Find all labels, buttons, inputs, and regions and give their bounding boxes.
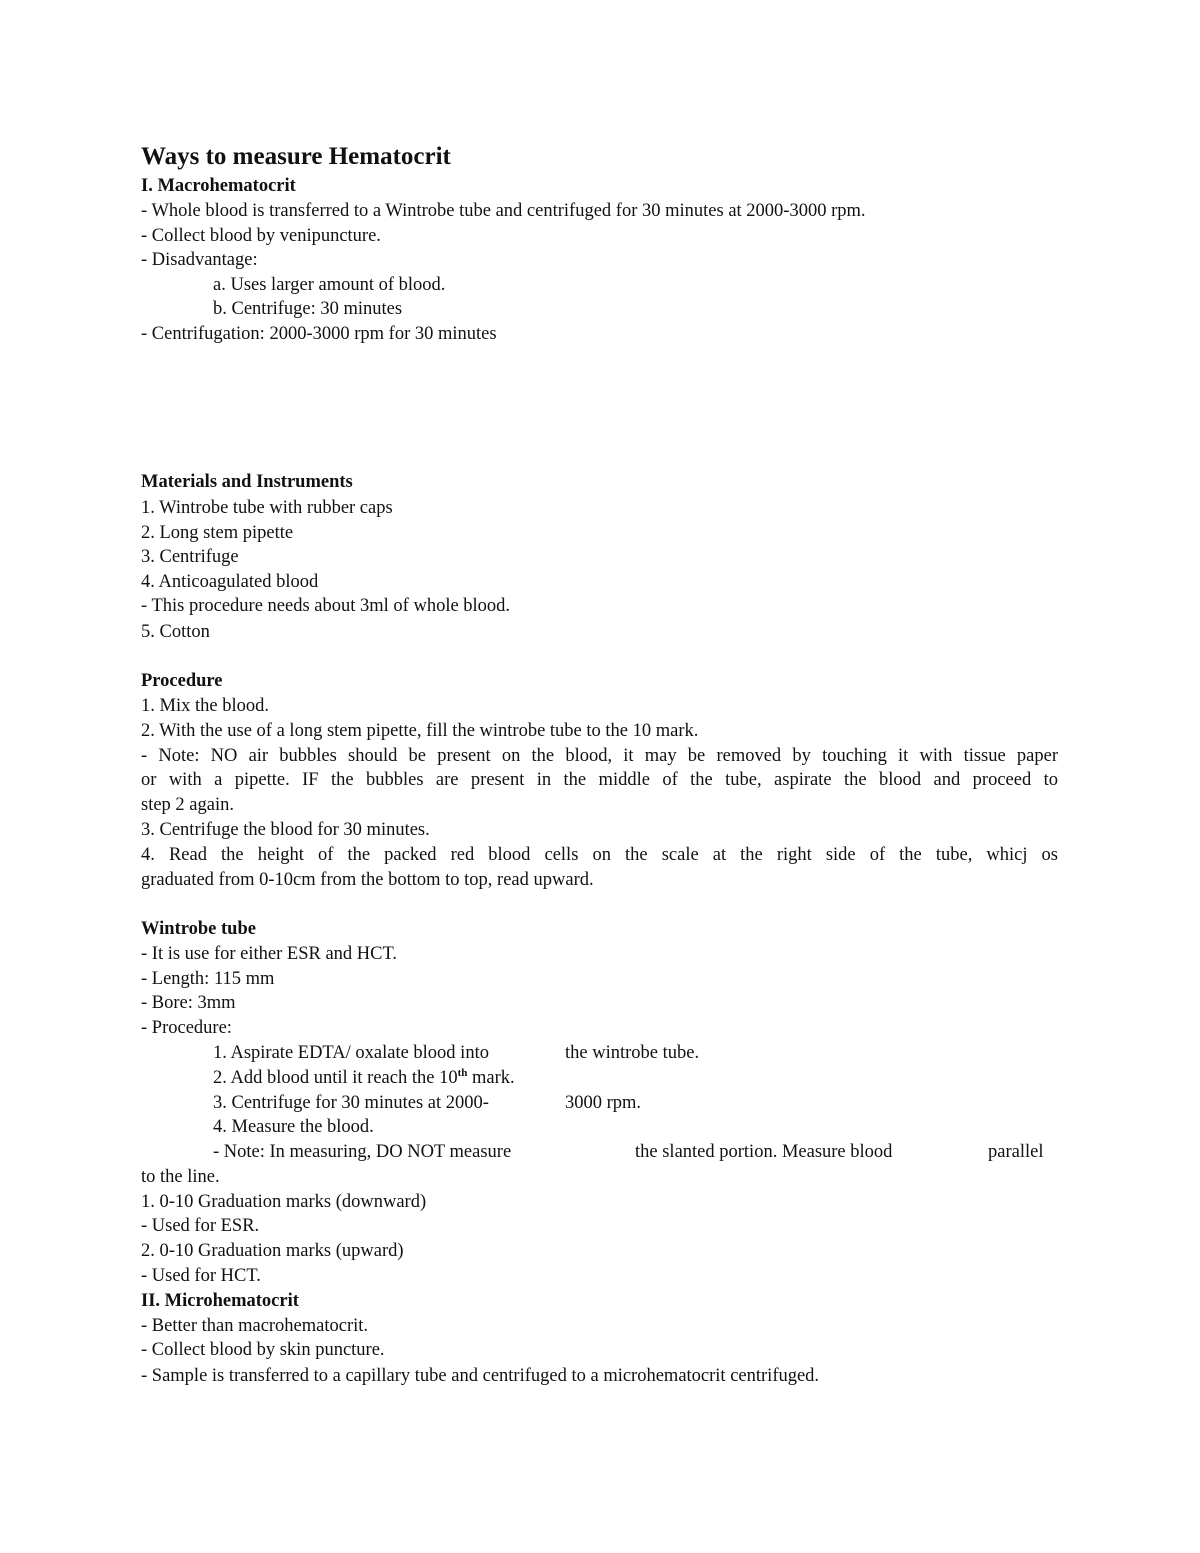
text-segment: - Note: In measuring, DO NOT measure [213, 1142, 512, 1162]
list-item: 2. Long stem pipette [141, 523, 294, 543]
text-segment: mark. [467, 1068, 515, 1088]
list-item: 2. With the use of a long stem pipette, fill the wintrobe tube to the 10 mark. [141, 721, 699, 741]
text-segment: the slanted portion. Measure blood [635, 1142, 893, 1162]
text-line: - It is use for either ESR and HCT. [141, 944, 398, 964]
list-item: 4. Measure the blood. [213, 1117, 374, 1137]
text-line: - Sample is transferred to a capillary tube and centrifuged to a microhematocrit centrifuged. [141, 1366, 820, 1386]
list-item: 1. 0-10 Graduation marks (downward) [141, 1192, 427, 1212]
text-segment: 3000 rpm. [565, 1093, 642, 1113]
section-heading-materials: Materials and Instruments [141, 472, 353, 492]
text-line: - Note: NO air bubbles should be present on the blood, it may be removed by touching it with tissue paper [141, 746, 1058, 766]
text-line: to the line. [141, 1167, 220, 1187]
text-line: - Better than macrohematocrit. [141, 1316, 369, 1336]
text-line: - Length: 115 mm [141, 969, 275, 989]
list-item: 3. Centrifuge the blood for 30 minutes. [141, 820, 430, 840]
text-line: or with a pipette. IF the bubbles are present in the middle of the tube, aspirate the blood and proceed to [141, 770, 1058, 790]
list-item: 5. Cotton [141, 622, 210, 642]
text-line: - Bore: 3mm [141, 993, 236, 1013]
text-segment: the wintrobe tube. [565, 1043, 700, 1063]
section-heading-microhematocrit: II. Microhematocrit [141, 1291, 299, 1311]
list-item: 2. 0-10 Graduation marks (upward) [141, 1241, 404, 1261]
text-line: - Procedure: [141, 1018, 232, 1038]
list-item: 3. Centrifuge [141, 547, 239, 567]
superscript: th [457, 1066, 468, 1079]
text-segment: parallel [988, 1142, 1044, 1162]
text-segment: 1. Aspirate EDTA/ oxalate blood into [213, 1043, 489, 1063]
list-item: - This procedure needs about 3ml of whole blood. [141, 596, 511, 616]
text-segment: 3. Centrifuge for 30 minutes at 2000- [213, 1093, 489, 1113]
list-item: 1. Wintrobe tube with rubber caps [141, 498, 393, 518]
text-line: - Used for ESR. [141, 1216, 260, 1236]
text-line: step 2 again. [141, 795, 234, 815]
list-item: b. Centrifuge: 30 minutes [213, 299, 403, 319]
list-item: a. Uses larger amount of blood. [213, 275, 446, 295]
text-line: - Disadvantage: [141, 250, 258, 270]
text-line: - Used for HCT. [141, 1266, 261, 1286]
list-item [213, 1066, 515, 1090]
text-line [0, 1140, 1200, 1164]
list-item: 1. Mix the blood. [141, 696, 269, 716]
section-heading-wintrobe-tube: Wintrobe tube [141, 919, 256, 939]
text-segment: 2. Add blood until it reach the 10 [213, 1068, 458, 1088]
list-item: 4. Anticoagulated blood [141, 572, 319, 592]
section-heading-procedure: Procedure [141, 671, 223, 691]
text-line: - Collect blood by venipuncture. [141, 226, 381, 246]
list-item [0, 1041, 1200, 1065]
text-line: 4. Read the height of the packed red blood cells on the scale at the right side of the tube, whicj os [141, 845, 1058, 865]
text-line: - Centrifugation: 2000-3000 rpm for 30 minutes [141, 324, 497, 344]
page-title: Ways to measure Hematocrit [141, 143, 451, 170]
text-line: - Whole blood is transferred to a Wintrobe tube and centrifuged for 30 minutes at 2000-3000 rpm. [141, 201, 866, 221]
text-line: - Collect blood by skin puncture. [141, 1340, 385, 1360]
section-heading-macrohematocrit: I. Macrohematocrit [141, 176, 296, 196]
list-item [0, 1091, 1200, 1115]
text-line: graduated from 0-10cm from the bottom to top, read upward. [141, 870, 594, 890]
